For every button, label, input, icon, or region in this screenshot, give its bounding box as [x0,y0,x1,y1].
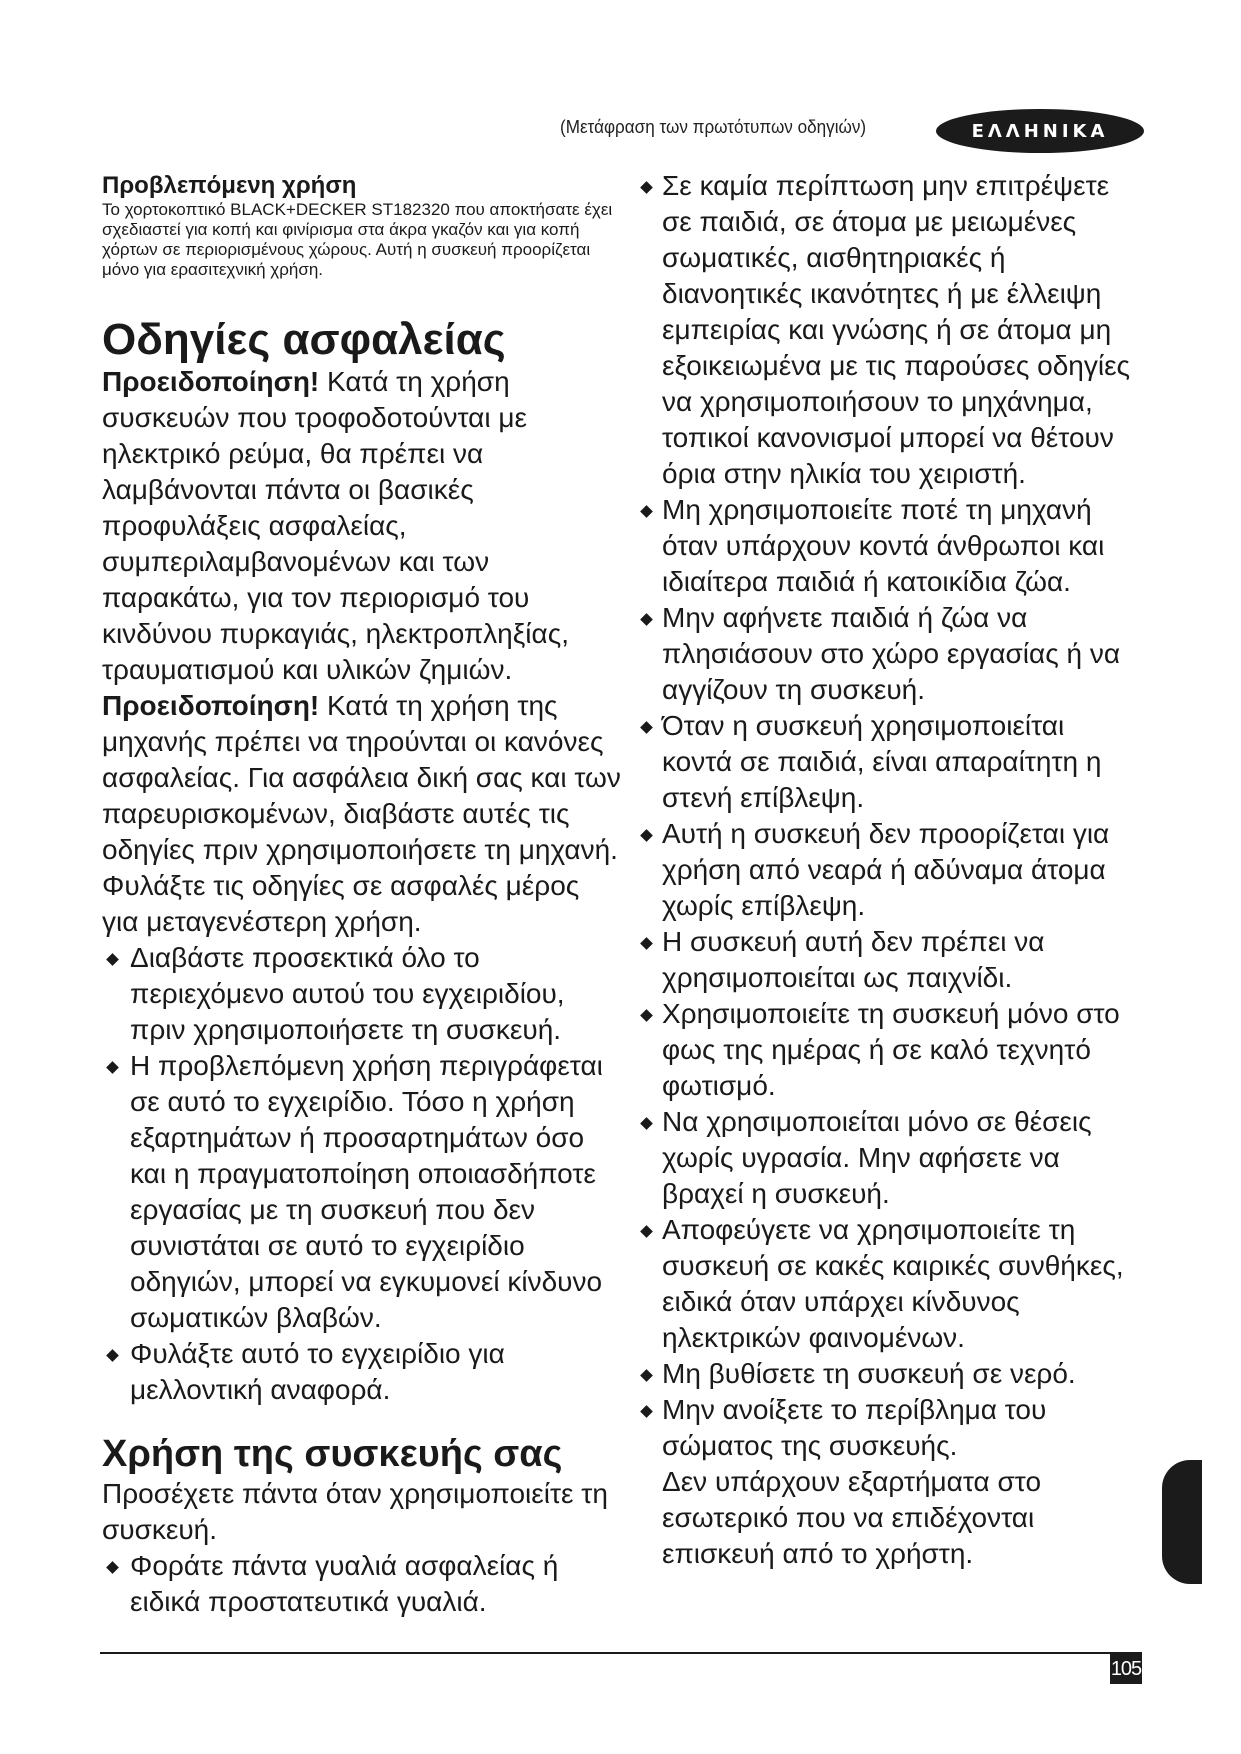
list-item-text: Η συσκευή αυτή δεν πρέπει να χρησιμοποιείται ως παιχνίδι. [662,926,1045,993]
intended-use-text: Το χορτοκοπτικό BLACK+DECKER ST182320 που αποκτήσατε έχει σχεδιαστεί για κοπή και φινίρισμα στα άκρα γκαζόν και για κοπή χόρτων σε περιορισμένους χώρους. Αυτή η συσκευή προορίζεται μόνο για ερασιτεχνική χρήση. [102,200,613,279]
bullet-icon [640,829,653,842]
warning-2-text: Κατά τη χρήση της μηχανής πρέπει να τηρούνται οι κανόνες ασφαλείας. Για ασφάλεια δική σας και των παρευρισκομένων, διαβάστε αυτές τις οδηγίες πριν χρησιμοποιήσετε τη μηχανή. Φυλάξτε τις οδηγίες σε ασφαλές μέρος για μεταγενέστερη χρήση. [102,690,621,937]
intended-use-title: Προβλεπόμενη χρήση [102,172,357,199]
left-column [102,168,622,1620]
bullet-icon [106,953,119,966]
list-item-text: Η προβλεπόμενη χρήση περιγράφεται σε αυτό το εγχειρίδιο. Τόσο η χρήση εξαρτημάτων ή προσαρτημάτων όσο και η πραγματοποίηση οποιασδήποτε εργασίας με τη συσκευή που δεν συνιστάται σε αυτό το εγχειρίδιο οδηγιών, μπορεί να εγκυμονεί κίνδυνο σωματικών βλαβών. [130,1050,603,1333]
right-column [640,168,1140,1572]
list-item [640,816,1140,924]
bullet-icon [640,1225,653,1238]
list-item [640,924,1140,996]
safety-title: Οδηγίες ασφαλείας [102,315,506,364]
bullet-icon [640,181,653,194]
warning-1-label: Προειδοποίηση! [102,366,320,397]
bullet-icon [640,937,653,950]
list-item-text: Μην ανοίξετε το περίβλημα του σώματος της συσκευής. [662,1394,1047,1461]
usage-title: Χρήση της συσκευής σας [102,1433,563,1475]
bullet-icon [640,1405,653,1418]
bullet-icon [106,1061,119,1074]
warning-1-text: Κατά τη χρήση συσκευών που τροφοδοτούνται με ηλεκτρικό ρεύμα, θα πρέπει να λαμβάνονται πάντα οι βασικές προφυλάξεις ασφαλείας, συμπεριλαμβανομένων και των παρακάτω, για τον περιορισμό του κινδύνου πυρκαγιάς, ηλεκτροπληξίας, τραυματισμού και υλικών ζημιών. [102,366,569,685]
language-tab [936,109,1144,153]
list-item-text: Μην αφήνετε παιδιά ή ζώα να πλησιάσουν στο χώρο εργασίας ή να αγγίζουν τη συσκευή. [662,602,1121,705]
list-item-text: Διαβάστε προσεκτικά όλο το περιεχόμενο αυτού του εγχειριδίου, πριν χρησιμοποιήσετε τη συσκευή. [130,942,565,1045]
list-item [102,940,622,1048]
usage-intro: Προσέχετε πάντα όταν χρησιμοποιείτε τη συσκευή. [102,1478,608,1545]
list-item-text: Μη βυθίσετε τη συσκευή σε νερό. [662,1358,1076,1389]
list-item [640,168,1140,492]
page-number: 105 [1110,1654,1142,1684]
list-item [640,1392,1140,1464]
right-tail-text: Δεν υπάρχουν εξαρτήματα στο εσωτερικό που να επιδέχονται επισκευή από το χρήστη. [662,1466,1042,1569]
list-item [102,1048,622,1336]
bullet-icon [640,613,653,626]
list-item-text: Αυτή η συσκευή δεν προορίζεται για χρήση από νεαρά ή αδύναμα άτομα χωρίς επίβλεψη. [662,818,1110,921]
list-item [640,1212,1140,1356]
list-item [640,996,1140,1104]
list-item-text: Όταν η συσκευή χρησιμοποιείται κοντά σε παιδιά, είναι απαραίτητη η στενή επίβλεψη. [662,710,1102,813]
list-item-text: Μη χρησιμοποιείτε ποτέ τη μηχανή όταν υπάρχουν κοντά άνθρωποι και ιδιαίτερα παιδιά ή κατοικίδια ζώα. [662,494,1105,597]
list-item-text: Σε καμία περίπτωση μην επιτρέψετε σε παιδιά, σε άτομα με μειωμένες σωματικές, αισθητηριακές ή διανοητικές ικανότητες ή με έλλειψη εμπειρίας και γνώσης ή σε άτομα μη εξοικειωμένα με τις παρούσες οδηγίες να χρησιμοποιήσουν το μηχάνημα, τοπικοί κανονισμοί μπορεί να θέτουν όρια στην ηλικία του χειριστή. [662,170,1131,489]
warning-2-label: Προειδοποίηση! [102,690,320,721]
list-item-text: Χρησιμοποιείτε τη συσκευή μόνο στο φως της ημέρας ή σε καλό τεχνητό φωτισμό. [662,998,1120,1101]
bullet-icon [106,1561,119,1574]
list-item-text: Να χρησιμοποιείται μόνο σε θέσεις χωρίς υγρασία. Μην αφήσετε να βραχεί η συσκευή. [662,1106,1092,1209]
bullet-icon [640,1009,653,1022]
warning-1 [102,364,622,688]
bullet-icon [640,1117,653,1130]
list-item [102,1548,622,1620]
list-item [640,492,1140,600]
list-item [640,708,1140,816]
bullet-icon [640,505,653,518]
warning-2 [102,688,622,940]
right-bullets [640,168,1140,1464]
translation-note: (Μετάφραση των πρωτότυπων οδηγιών) [560,117,867,137]
list-item [640,1104,1140,1212]
list-item [102,1336,622,1408]
usage-bullets [102,1548,622,1620]
bullet-icon [640,721,653,734]
list-item [640,600,1140,708]
safety-bullets [102,940,622,1408]
list-item [640,1356,1140,1392]
side-tab-marker [1162,1460,1202,1584]
list-item-text: Φυλάξτε αυτό το εγχειρίδιο για μελλοντική αναφορά. [130,1338,505,1405]
list-item-text: Αποφεύγετε να χρησιμοποιείτε τη συσκευή σε κακές καιρικές συνθήκες, ειδικά όταν υπάρχει κίνδυνος ηλεκτρικών φαινομένων. [662,1214,1124,1353]
bullet-icon [106,1349,119,1362]
language-label: ΕΛΛΗΝΙΚΑ [971,120,1109,142]
list-item-text: Φοράτε πάντα γυαλιά ασφαλείας ή ειδικά προστατευτικά γυαλιά. [130,1550,559,1617]
footer-rule [100,1652,1142,1654]
bullet-icon [640,1369,653,1382]
